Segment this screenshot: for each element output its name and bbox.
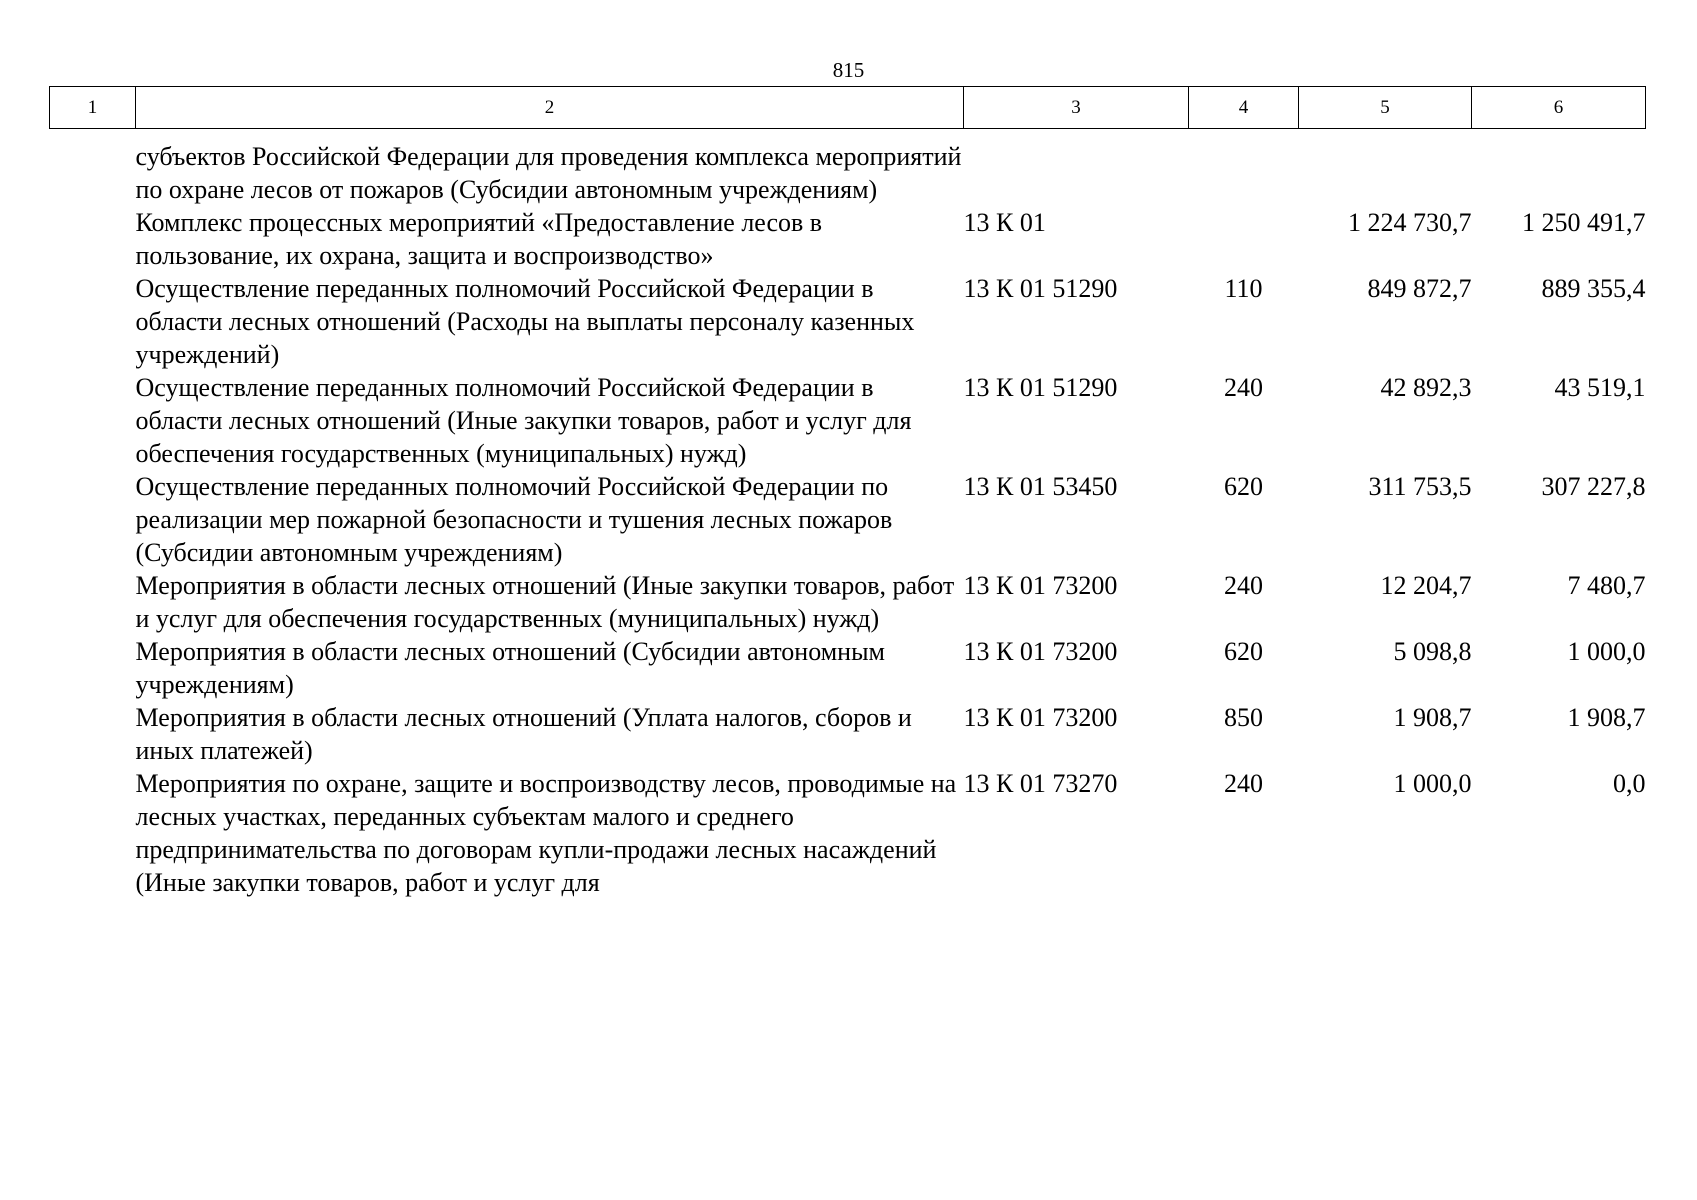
expense-type-cell: 110 <box>1224 274 1263 303</box>
amount-6-cell: 7 480,7 <box>1567 571 1646 600</box>
amount-5-cell: 42 892,3 <box>1380 373 1472 402</box>
description-cell: Комплекс процессных мероприятий «Предоставление лесов в пользование, их охрана, защита и воспроизводство» <box>135 208 823 270</box>
expense-type-cell: 240 <box>1224 769 1263 798</box>
description-cell: Мероприятия по охране, защите и воспроизводству лесов, проводимые на лесных участках, переданных субъектам малого и среднего предпринимательства по договорам купли-продажи лесных насаждений (Иные закупки товаров, работ и услуг для <box>135 769 957 897</box>
column-header-5: 5 <box>1299 87 1472 129</box>
table-row <box>50 371 1646 470</box>
table-row <box>50 569 1646 635</box>
header-row <box>50 87 1646 129</box>
amount-6-cell: 889 355,4 <box>1541 274 1646 303</box>
row-index-cell <box>50 767 136 899</box>
amount-6-cell: 307 227,8 <box>1541 472 1646 501</box>
description-cell: Осуществление переданных полномочий Российской Федерации по реализации мер пожарной безопасности и тушения лесных пожаров (Субсидии автономным учреждениям) <box>135 472 893 567</box>
code-cell: 13 К 01 51290 <box>963 373 1118 402</box>
expense-type-cell <box>1189 206 1299 272</box>
description-cell: Мероприятия в области лесных отношений (Уплата налогов, сборов и иных платежей) <box>135 703 912 765</box>
expense-type-cell: 240 <box>1224 571 1263 600</box>
amount-5-cell: 1 908,7 <box>1393 703 1472 732</box>
amount-5-cell: 1 224 730,7 <box>1348 208 1472 237</box>
amount-6-cell <box>1472 129 1646 207</box>
description-cell: Мероприятия в области лесных отношений (Иные закупки товаров, работ и услуг для обеспечения государственных (муниципальных) нужд) <box>135 571 955 633</box>
row-index-cell <box>50 635 136 701</box>
amount-6-cell: 1 000,0 <box>1567 637 1646 666</box>
code-cell <box>964 129 1189 207</box>
code-cell: 13 К 01 73200 <box>963 637 1118 666</box>
table-row <box>50 129 1646 207</box>
table-row <box>50 635 1646 701</box>
code-cell: 13 К 01 <box>963 208 1046 237</box>
amount-6-cell: 1 908,7 <box>1567 703 1646 732</box>
amount-5-cell: 1 000,0 <box>1393 769 1472 798</box>
amount-6-cell: 0,0 <box>1613 769 1646 798</box>
expense-type-cell <box>1189 129 1299 207</box>
amount-6-cell: 43 519,1 <box>1554 373 1646 402</box>
amount-6-cell: 1 250 491,7 <box>1522 208 1646 237</box>
column-header-3: 3 <box>964 87 1189 129</box>
row-index-cell <box>50 206 136 272</box>
amount-5-cell <box>1299 129 1472 207</box>
code-cell: 13 К 01 51290 <box>963 274 1118 303</box>
code-cell: 13 К 01 73200 <box>963 571 1118 600</box>
row-index-cell <box>50 569 136 635</box>
amount-5-cell: 849 872,7 <box>1367 274 1472 303</box>
code-cell: 13 К 01 53450 <box>963 472 1118 501</box>
row-index-cell <box>50 272 136 371</box>
budget-table <box>49 86 1646 899</box>
table-row <box>50 701 1646 767</box>
table-row <box>50 470 1646 569</box>
row-index-cell <box>50 129 136 207</box>
row-index-cell <box>50 371 136 470</box>
description-cell: субъектов Российской Федерации для проведения комплекса мероприятий по охране лесов от пожаров (Субсидии автономным учреждениям) <box>135 142 962 204</box>
table-header <box>50 87 1646 129</box>
amount-5-cell: 12 204,7 <box>1380 571 1472 600</box>
table-row <box>50 272 1646 371</box>
code-cell: 13 К 01 73270 <box>963 769 1118 798</box>
expense-type-cell: 240 <box>1224 373 1263 402</box>
expense-type-cell: 620 <box>1224 637 1263 666</box>
column-header-2: 2 <box>136 87 964 129</box>
table-body <box>50 129 1646 900</box>
description-cell: Осуществление переданных полномочий Российской Федерации в области лесных отношений (Иные закупки товаров, работ и услуг для обеспечения государственных (муниципальных) нужд) <box>135 373 912 468</box>
table-row <box>50 206 1646 272</box>
amount-5-cell: 5 098,8 <box>1393 637 1472 666</box>
column-header-1: 1 <box>50 87 136 129</box>
page-number: 815 <box>832 58 865 82</box>
row-index-cell <box>50 470 136 569</box>
code-cell: 13 К 01 73200 <box>963 703 1118 732</box>
column-header-6: 6 <box>1472 87 1646 129</box>
amount-5-cell: 311 753,5 <box>1368 472 1472 501</box>
expense-type-cell: 850 <box>1224 703 1263 732</box>
table-row <box>50 767 1646 899</box>
description-cell: Мероприятия в области лесных отношений (Субсидии автономным учреждениям) <box>135 637 885 699</box>
expense-type-cell: 620 <box>1224 472 1263 501</box>
row-index-cell <box>50 701 136 767</box>
description-cell: Осуществление переданных полномочий Российской Федерации в области лесных отношений (Расходы на выплаты персоналу казенных учреждений) <box>135 274 915 369</box>
column-header-4: 4 <box>1189 87 1299 129</box>
